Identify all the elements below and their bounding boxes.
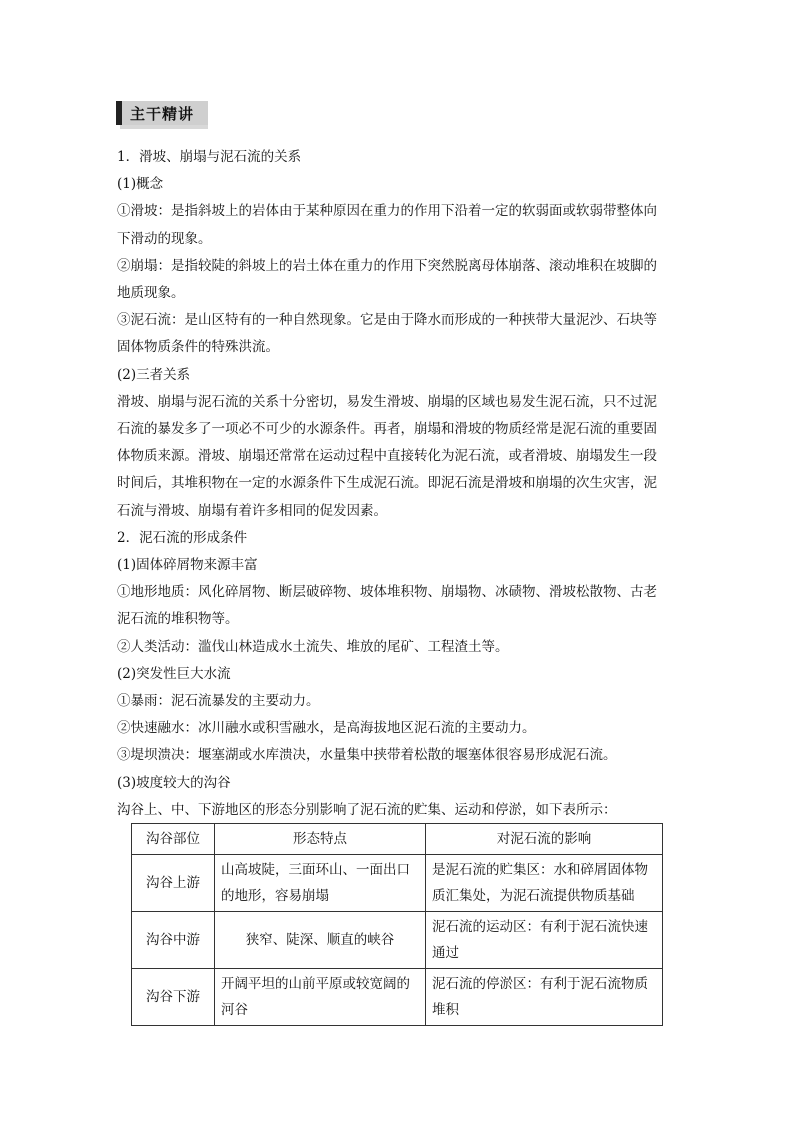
subheading-water-flow: (2)突发性巨大水流 [117,665,231,682]
table-header-cell: 对泥石流的影响 [426,824,663,855]
cell-line: 山高坡陡，三面环山、一面出口 [221,862,410,878]
heading-2: 2．泥石流的形成条件 [117,529,248,546]
subheading-solid-material: (1)固体碎屑物来源丰富 [117,557,258,574]
table-row [132,969,663,1026]
paragraph-rainstorm: ①暴雨：泥石流暴发的主要动力。 [117,693,320,710]
paragraph-landslide [117,198,682,252]
table-header-cell: 形态特点 [215,824,426,855]
cell-line: 堆积 [432,1002,459,1018]
paragraph-line: 时间后，其堆积物在一定的水源条件下生成泥石流。即泥石流是滑坡和崩塌的次生灾害，泥 [117,475,657,492]
cell-line: 是泥石流的贮集区：水和碎屑固体物 [432,862,648,878]
subheading-concept: (1)概念 [117,176,164,193]
cell-line: 开阔平坦的山前平原或较宽阔的 [221,976,410,992]
paragraph-dam-break: ③堤坝溃决：堰塞湖或水库溃决，水量集中挟带着松散的堰塞体很容易形成泥石流。 [117,747,617,764]
section-header-badge [116,101,208,129]
valley-section-table [131,823,663,1026]
paragraph-relation [117,389,682,525]
paragraph-line: ①地形地质：风化碎屑物、断层破碎物、坡体堆积物、崩塌物、冰碛物、滑坡松散物、古老 [117,584,657,601]
paragraph-line: 滑坡、崩塌与泥石流的关系十分密切，易发生滑坡、崩塌的区域也易发生泥石流，只不过泥 [117,393,657,410]
table-row [132,912,663,969]
badge-box [116,101,208,125]
paragraph-line: 地质现象。 [117,285,185,302]
subheading-slope-valley: (3)坡度较大的沟谷 [117,774,231,791]
table-cell-shape [215,969,426,1026]
cell-line: 河谷 [221,1002,248,1018]
paragraph-line: 体物质来源。滑坡、崩塌还常常在运动过程中直接转化为泥石流，或者滑坡、崩塌发生一段 [117,448,657,465]
paragraph-collapse [117,253,682,307]
document-body [117,144,682,824]
cell-line: 泥石流的停淤区：有利于泥石流物质 [432,976,648,992]
cell-line: 泥石流的运动区：有利于泥石流快速 [432,919,648,935]
table-cell-section: 沟谷上游 [132,855,215,912]
paragraph-line: ②崩塌：是指较陡的斜坡上的岩土体在重力的作用下突然脱离母体崩落、滚动堆积在坡脚的 [117,257,657,274]
cell-line: 的地形，容易崩塌 [221,888,329,904]
paragraph-terrain-geology [117,579,682,633]
paragraph-line: 固体物质条件的特殊洪流。 [117,339,279,356]
section-header-title: 主干精讲 [130,104,195,123]
paragraph-line: ③泥石流：是山区特有的一种自然现象。它是由于降水而形成的一种挟带大量泥沙、石块等 [117,312,657,329]
paragraph-line: 下滑动的现象。 [117,230,212,247]
paragraph-line: 泥石流的堆积物等。 [117,611,239,628]
table-cell-effect [426,969,663,1026]
table-cell-effect [426,855,663,912]
table-header-cell: 沟谷部位 [132,824,215,855]
paragraph-line: 石流与滑坡、崩塌有着许多相同的促发因素。 [117,502,387,519]
paragraph-debris-flow [117,307,682,361]
table-cell-section: 沟谷下游 [132,969,215,1026]
table-cell-shape [215,855,426,912]
subheading-relation: (2)三者关系 [117,366,191,383]
table-row [132,855,663,912]
cell-line: 狭窄、陡深、顺直的峡谷 [245,932,395,948]
table-cell-shape [215,912,426,969]
paragraph-meltwater: ②快速融水：冰川融水或积雪融水，是高海拔地区泥石流的主要动力。 [117,720,536,737]
paragraph-human-activity: ②人类活动：滥伐山林造成水土流失、堆放的尾矿、工程渣土等。 [117,638,509,655]
table-cell-section: 沟谷中游 [132,912,215,969]
paragraph-table-intro: 沟谷上、中、下游地区的形态分别影响了泥石流的贮集、运动和停淤，如下表所示： [117,801,617,818]
cell-line: 质汇集处，为泥石流提供物质基础 [432,888,635,904]
paragraph-line: ①滑坡：是指斜坡上的岩体由于某种原因在重力的作用下沿着一定的软弱面或软弱带整体向 [117,203,657,220]
table-cell-effect [426,912,663,969]
heading-1: 1．滑坡、崩塌与泥石流的关系 [117,149,302,165]
table-header-row [132,824,663,855]
paragraph-line: 石流的暴发多了一项必不可少的水源条件。再者，崩塌和滑坡的物质经常是泥石流的重要固 [117,421,657,438]
cell-line: 通过 [432,945,459,961]
